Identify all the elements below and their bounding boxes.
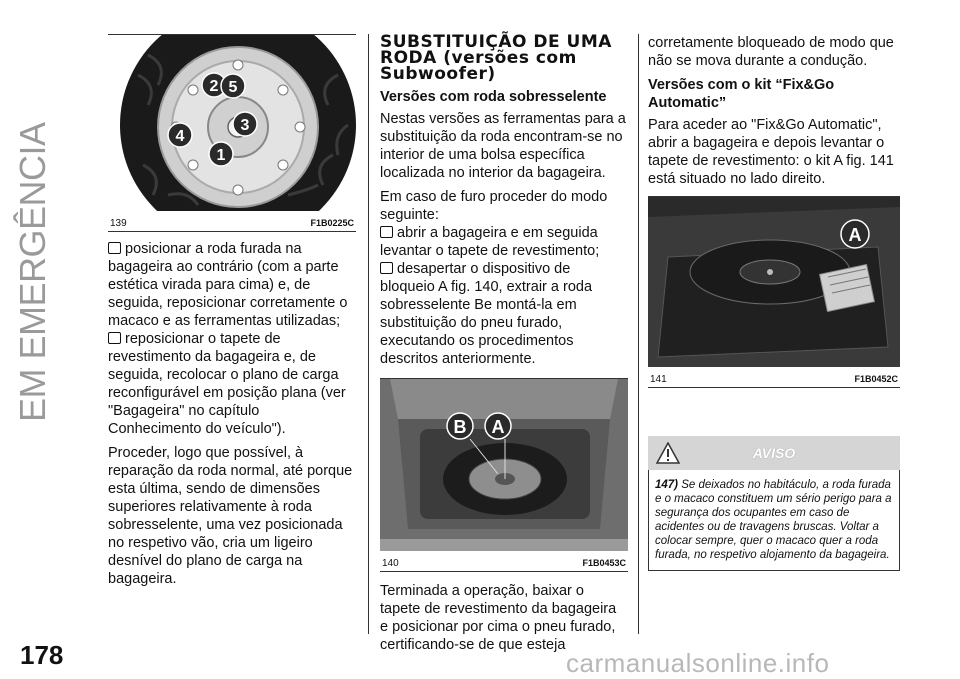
callout-5: 5 (228, 79, 238, 96)
figure-140 (380, 378, 628, 572)
subheading: Versões com roda sobresselente (380, 89, 607, 105)
checkbox-bullet-icon (108, 332, 121, 344)
section-title-text: EM EMERGÊNCIA (12, 122, 53, 422)
figure-caption (648, 372, 900, 387)
paragraph: Nestas versões as ferramentas para a substituição da roda encontram-se no interior de uma bolsa específica localizada no interior da bagageira. (380, 111, 626, 181)
checkbox-bullet-icon (380, 262, 393, 274)
paragraph: Em caso de furo proceder do modo seguinte: (380, 189, 608, 223)
figure-code: F1B0453C (582, 558, 626, 568)
callout-4: 4 (175, 128, 185, 145)
list-item: posicionar a roda furada na bagageira ao contrário (com a parte estética virada para cima) e, de seguida, reposicionar corretamente o macaco e as ferramentas utilizadas; (108, 241, 348, 329)
figure-caption (380, 556, 628, 571)
footer-credit: carmanualsonline.info (566, 648, 830, 678)
section-heading: SUBSTITUIÇÃO DE UMA RODA (versões com Subwoofer) (380, 32, 612, 84)
warning-title: AVISO (752, 445, 796, 461)
page-number: 178 (20, 640, 64, 670)
wheel-illustration (108, 35, 356, 211)
checkbox-bullet-icon (108, 242, 121, 254)
callout-a: A (848, 225, 862, 245)
column-divider (368, 34, 369, 634)
figure-number: 140 (382, 558, 399, 569)
warning-body (648, 470, 900, 571)
figure-caption (108, 216, 356, 231)
checkbox-bullet-icon (380, 226, 393, 238)
subheading: Versões com o kit “Fix&Go Automatic” (648, 77, 835, 111)
figure-code: F1B0225C (310, 218, 354, 228)
figure-141 (648, 196, 900, 388)
figure-number: 139 (110, 218, 127, 229)
list-item: abrir a bagageira e em seguida levantar o tapete de revestimento; (380, 225, 600, 259)
callout-1: 1 (216, 147, 226, 164)
list-item: reposicionar o tapete de revestimento da bagageira e, de seguida, recolocar o plano de carga reconfigurável em posição plana (ver "Bagageira" no capítulo Conhecimento do veículo"). (108, 331, 346, 437)
trunk-fix-and-go-kit-illustration (648, 197, 900, 367)
callout-2: 2 (209, 78, 219, 95)
list-item: desapertar o dispositivo de bloqueio A fig. 140, extrair a roda sobresselente Be montá-la em substituição do pneu furado, executando os procedimentos descritos anteriormente. (380, 261, 593, 367)
paragraph: Terminada a operação, baixar o tapete de revestimento da bagageira e posicionar por cima o pneu furado, certificando-se de que esteja (380, 583, 617, 653)
callout-3: 3 (240, 117, 250, 134)
callout-b: B (453, 417, 467, 437)
warning-header (648, 436, 900, 470)
trunk-spare-wheel-illustration (380, 379, 628, 551)
column-3 (648, 34, 900, 571)
column-divider (638, 34, 639, 634)
paragraph: Proceder, logo que possível, à reparação da roda normal, até porque esta última, sendo de dimensões superiores relativamente à roda sobresselente, uma vez posicionada no respetivo vão, cria um ligeiro desnível do plano de carga na bagageira. (108, 445, 353, 587)
warning-ref: 147) (655, 479, 679, 491)
figure-number: 141 (650, 374, 667, 385)
column-1 (108, 34, 356, 594)
column-2 (380, 34, 628, 660)
warning-text: Se deixados no habitáculo, a roda furada e o macaco constituem um sério perigo para a segurança dos ocupantes em caso de acidentes ou de travagens bruscas. Voltar a colocar sempre, quer o macaco quer a roda furada, no respetivo alojamento da bagageira. (655, 479, 892, 561)
paragraph: corretamente bloqueado de modo que não se mova durante a condução. (648, 35, 894, 69)
callout-a: A (491, 417, 505, 437)
figure-139 (108, 34, 356, 232)
figure-code: F1B0452C (854, 374, 898, 384)
section-title-sidebar (12, 122, 53, 422)
paragraph: Para aceder ao "Fix&Go Automatic", abrir a bagageira e depois levantar o tapete de revestimento: o kit A fig. 141 está situado no lado direito. (648, 117, 894, 187)
